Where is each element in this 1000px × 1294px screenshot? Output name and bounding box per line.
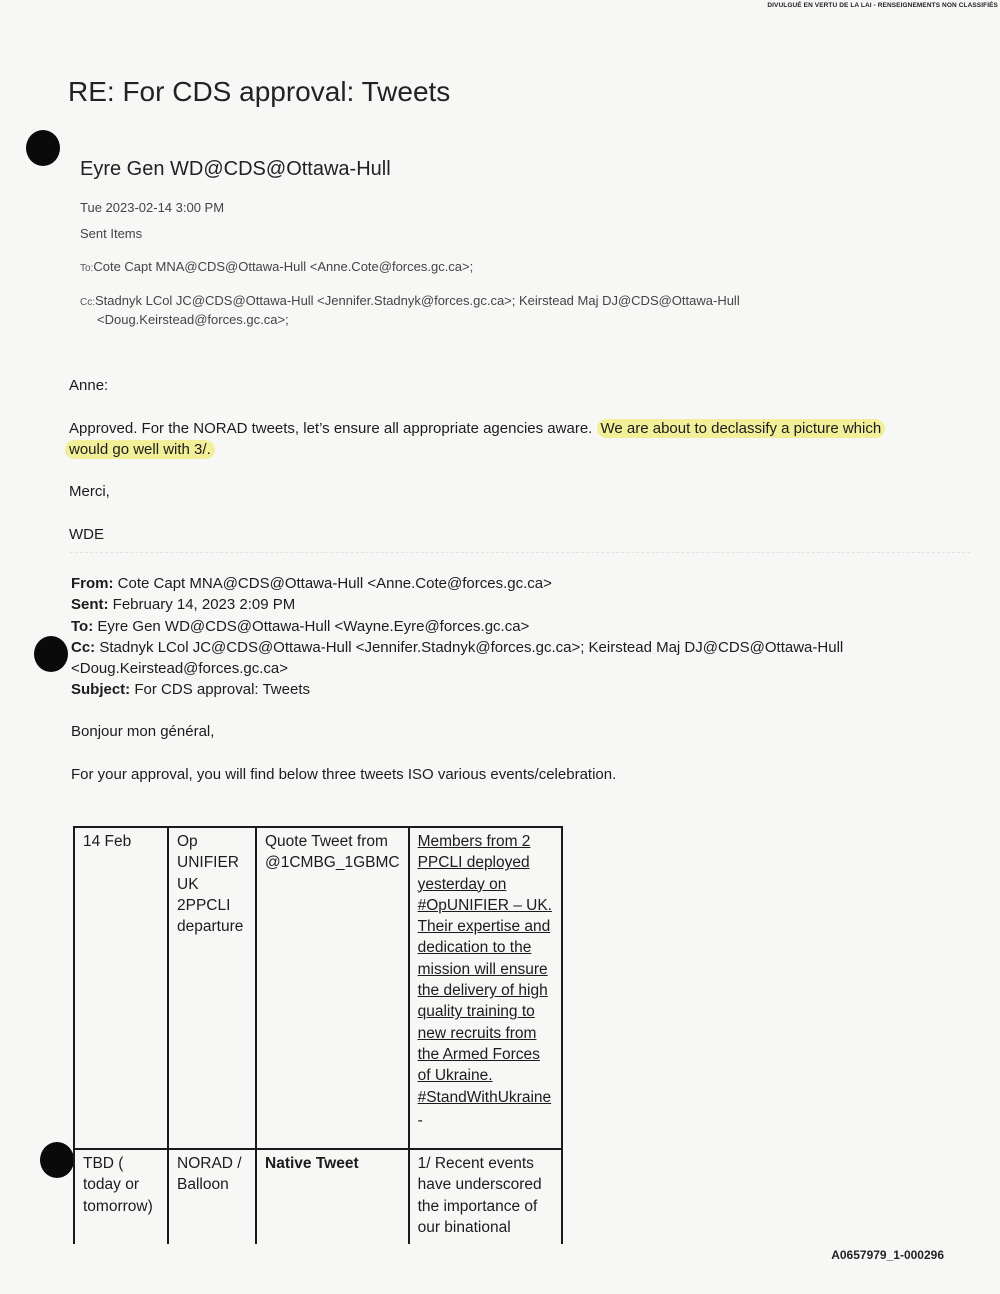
to-label: To:	[71, 618, 94, 635]
tweet-extra: -	[417, 1111, 423, 1129]
email-body-line-2	[65, 441, 215, 458]
cc-value-1: Stadnyk LCol JC@CDS@Ottawa-Hull <Jennifer.Stadnyk@forces.gc.ca>; Keirstead Maj DJ@CDS@Ottawa-Hull	[95, 639, 844, 656]
email-body-line-1	[69, 420, 885, 437]
fwd-greeting: Bonjour mon général,	[71, 723, 215, 740]
fwd-intro: For your approval, you will find below three tweets ISO various events/celebration.	[71, 766, 617, 783]
cc-recipients-2: <Doug.Keirstead@forces.gc.ca>;	[97, 312, 289, 327]
body-plain: Approved. For the NORAD tweets, let’s ensure all appropriate agencies aware.	[69, 420, 597, 437]
tweet-date: 14 Feb	[74, 827, 168, 1149]
email-subject-title: RE: For CDS approval: Tweets	[68, 76, 451, 107]
punch-hole-1	[26, 130, 60, 166]
sent-value: February 14, 2023 2:09 PM	[108, 596, 296, 613]
email-cc-line	[80, 293, 740, 308]
cc-prefix: Cc:	[80, 297, 95, 308]
tweet-event: Op UNIFIER UK 2PPCLI departure	[168, 827, 256, 1149]
fwd-from	[71, 575, 552, 592]
message-divider	[70, 552, 970, 553]
release-stamp: DIVULGUÉ EN VERTU DE LA LAI - RENSEIGNEMENTS NON CLASSIFIÉS	[767, 2, 998, 9]
fwd-subject	[71, 681, 310, 698]
email-signature: WDE	[69, 526, 104, 543]
email-closing: Merci,	[69, 483, 110, 500]
from-label: From:	[71, 575, 114, 592]
from-value: Cote Capt MNA@CDS@Ottawa-Hull <Anne.Cote@forces.gc.ca>	[113, 575, 552, 592]
tweet-text: Members from 2 PPCLI deployed yesterday on #OpUNIFIER – UK. Their expertise and dedication to the mission will ensure the delivery of high quality training to new recruits from the Armed Forces of Ukraine. #StandWithUkraine	[417, 833, 552, 1106]
document-id: A0657979_1-000296	[831, 1248, 944, 1262]
fwd-cc	[71, 639, 843, 656]
tweet-date: TBD ( today or tomorrow)	[74, 1149, 168, 1244]
fwd-to	[71, 618, 529, 635]
cc-label: Cc:	[71, 639, 96, 656]
fwd-sent	[71, 596, 295, 613]
email-sender: Eyre Gen WD@CDS@Ottawa-Hull	[80, 158, 391, 180]
body-highlight-1: We are about to declassify a picture which	[597, 419, 886, 438]
punch-hole-2	[34, 636, 68, 672]
punch-hole-3	[40, 1142, 74, 1178]
subject-value: For CDS approval: Tweets	[130, 681, 310, 698]
email-to-line	[80, 259, 473, 274]
tweet-event: NORAD / Balloon	[168, 1149, 256, 1244]
cc-recipients-1: Stadnyk LCol JC@CDS@Ottawa-Hull <Jennifer.Stadnyk@forces.gc.ca>; Keirstead Maj DJ@CDS@Ottawa-Hull	[95, 293, 740, 308]
tweet-text-cell	[409, 827, 562, 1149]
cc-value-2: <Doug.Keirstead@forces.gc.ca>	[71, 660, 289, 677]
table-row	[74, 1149, 562, 1244]
to-recipients: Cote Capt MNA@CDS@Ottawa-Hull <Anne.Cote@forces.gc.ca>;	[93, 259, 474, 274]
email-greeting: Anne:	[69, 377, 109, 394]
subject-label: Subject:	[71, 681, 131, 698]
body-highlight-2: would go well with 3/.	[65, 440, 215, 459]
table-row	[74, 827, 562, 1149]
sent-label: Sent:	[71, 596, 109, 613]
email-datetime: Tue 2023-02-14 3:00 PM	[80, 200, 225, 215]
tweet-type: Native Tweet	[256, 1149, 409, 1244]
to-prefix: To:	[80, 263, 94, 274]
to-value: Eyre Gen WD@CDS@Ottawa-Hull <Wayne.Eyre@forces.gc.ca>	[93, 618, 530, 635]
tweet-type: Quote Tweet from @1CMBG_1GBMC	[256, 827, 409, 1149]
tweets-table	[73, 826, 563, 1244]
email-folder: Sent Items	[80, 226, 143, 241]
tweet-text: 1/ Recent events have underscored the importance of our binational	[409, 1149, 562, 1244]
